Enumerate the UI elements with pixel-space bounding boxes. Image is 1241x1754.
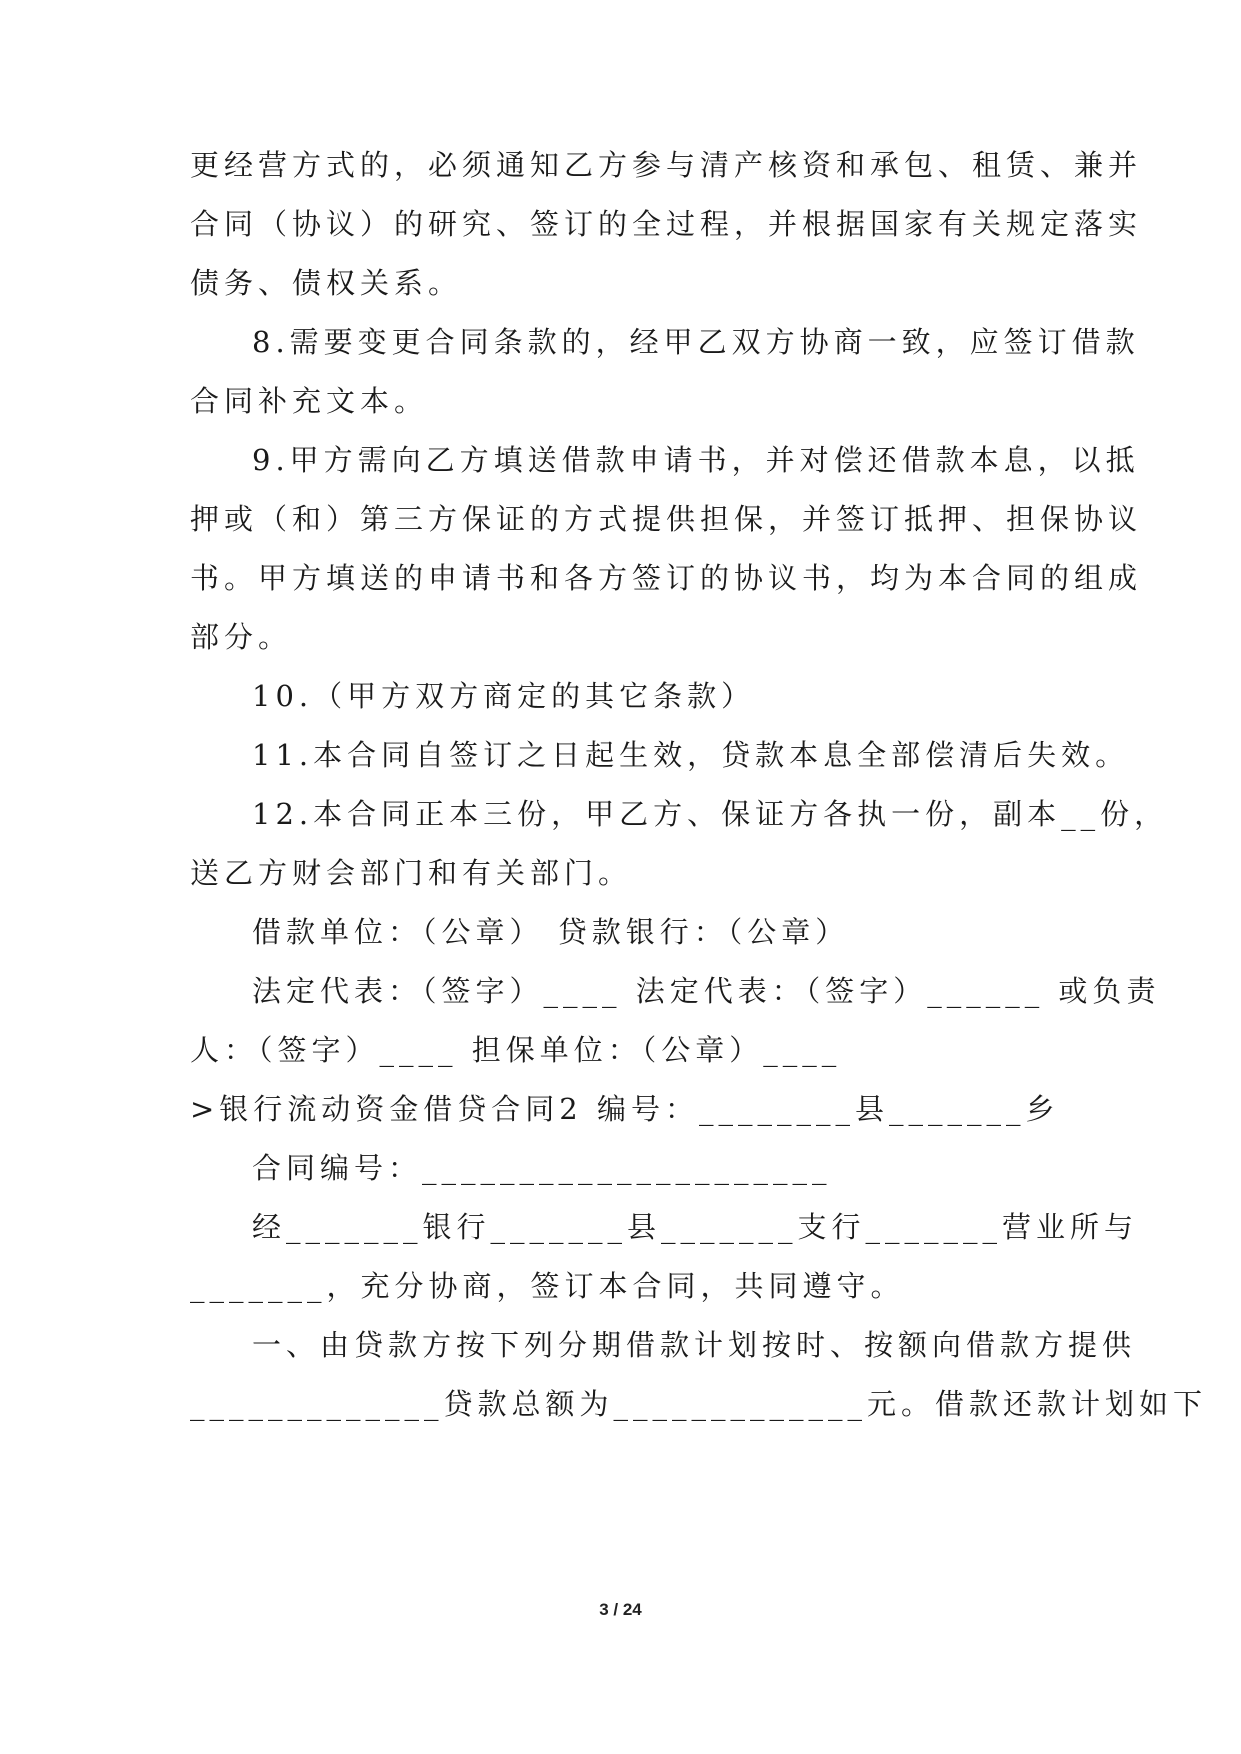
text-line: 押或（和）第三方保证的方式提供担保，并签订抵押、担保协议 — [190, 502, 1143, 536]
text-line: >银行流动资金借贷合同2 编号：________县_______乡 — [190, 1092, 1060, 1126]
text-line: 送乙方财会部门和有关部门。 — [190, 856, 633, 890]
text-line: 合同补充文本。 — [190, 384, 429, 418]
text-line: 经_______银行_______县_______支行_______营业所与 — [252, 1210, 1139, 1244]
text-line: 11.本合同自签订之日起生效，贷款本息全部偿清后失效。 — [252, 738, 1130, 772]
text-line: 10.（甲方双方商定的其它条款） — [252, 679, 756, 713]
text-line: 法定代表：（签字）____ 法定代表：（签字）______ 或负责 — [252, 974, 1161, 1008]
text-line: 12.本合同正本三份，甲乙方、保证方各执一份，副本__份， — [252, 797, 1169, 831]
page-number: 3 / 24 — [599, 1600, 642, 1619]
text-line: 合同编号：_____________________ — [252, 1151, 832, 1185]
text-line: _______，充分协商，签订本合同，共同遵守。 — [190, 1269, 905, 1303]
text-line: 借款单位：（公章） 贷款银行：（公章） — [252, 915, 850, 949]
text-line: 一、由贷款方按下列分期借款计划按时、按额向借款方提供 — [252, 1328, 1137, 1362]
text-line: 9.甲方需向乙方填送借款申请书，并对偿还借款本息，以抵 — [252, 443, 1140, 477]
text-line: 8.需要变更合同条款的，经甲乙双方协商一致，应签订借款 — [252, 325, 1140, 359]
text-line: 合同（协议）的研究、签订的全过程，并根据国家有关规定落实 — [190, 207, 1143, 241]
text-line: _____________贷款总额为_____________元。借款还款计划如下 — [190, 1387, 1208, 1421]
text-line: 债务、债权关系。 — [190, 266, 463, 300]
text-line: 人：（签字）____ 担保单位：（公章）____ — [190, 1033, 842, 1067]
text-line: 更经营方式的，必须通知乙方参与清产核资和承包、租赁、兼并 — [190, 148, 1143, 182]
text-line: 书。甲方填送的申请书和各方签订的协议书，均为本合同的组成 — [190, 561, 1143, 595]
text-line: 部分。 — [190, 620, 293, 654]
